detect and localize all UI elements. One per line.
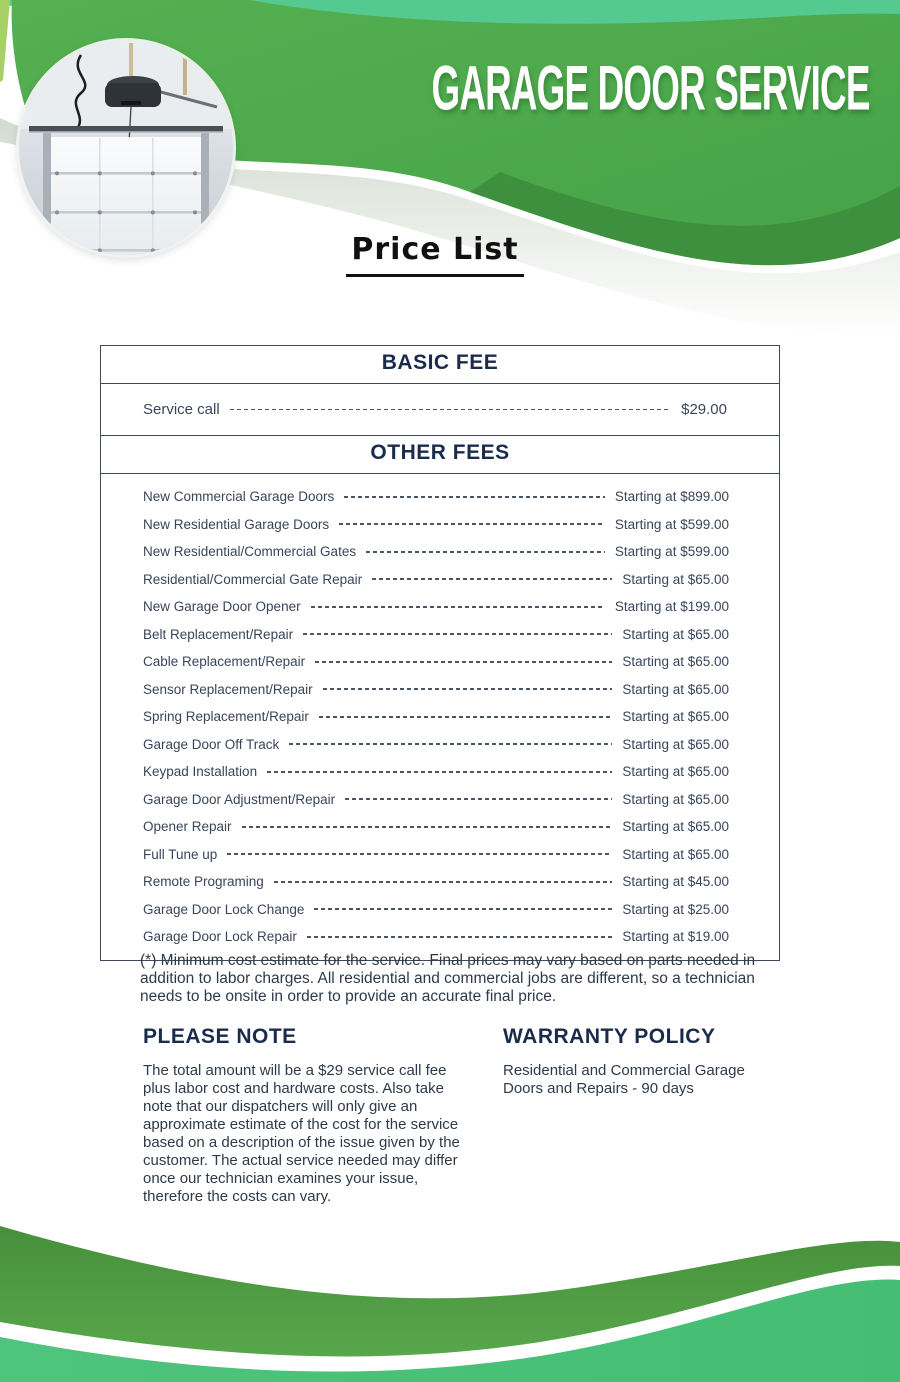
dashed-leader <box>303 633 612 635</box>
dashed-leader <box>227 853 612 855</box>
fee-row <box>101 384 779 435</box>
other-fees-rows <box>101 474 779 960</box>
garage-opener-light <box>121 101 141 105</box>
fee-label: Keypad Installation <box>143 764 258 780</box>
fee-label: Garage Door Lock Repair <box>143 929 297 945</box>
warranty-policy-heading: WARRANTY POLICY <box>503 1025 716 1048</box>
fee-price: Starting at $65.00 <box>622 654 729 670</box>
price-table <box>100 345 780 961</box>
fee-label: Opener Repair <box>143 819 232 835</box>
dashed-leader <box>345 798 612 800</box>
fee-price: Starting at $45.00 <box>622 874 729 890</box>
fee-price: Starting at $65.00 <box>622 709 729 725</box>
dashed-leader <box>311 606 605 608</box>
fee-price: Starting at $899.00 <box>614 489 729 505</box>
fee-label: Cable Replacement/Repair <box>143 654 306 670</box>
fee-row <box>101 511 779 539</box>
fee-price: Starting at $25.00 <box>622 901 729 917</box>
fee-label: Garage Door Lock Change <box>143 901 305 917</box>
dashed-leader <box>274 881 613 883</box>
garage-photo <box>19 41 233 255</box>
dashed-leader <box>242 826 613 828</box>
fee-price: $29.00 <box>681 401 727 418</box>
fee-price: Starting at $199.00 <box>614 599 729 615</box>
fee-row <box>101 923 779 951</box>
dashed-leader <box>267 771 612 773</box>
other-fees-header: OTHER FEES <box>101 435 779 474</box>
garage-door-photo-illustration <box>19 41 233 255</box>
fee-row <box>101 786 779 814</box>
please-note-section <box>143 1025 465 1206</box>
fee-row <box>101 868 779 896</box>
fee-price: Starting at $65.00 <box>622 764 729 780</box>
footer-wave-graphic <box>0 1222 900 1382</box>
fee-row <box>101 896 779 924</box>
dashed-leader <box>307 936 613 938</box>
please-note-heading: PLEASE NOTE <box>143 1025 297 1048</box>
fee-label: New Residential/Commercial Gates <box>143 544 357 560</box>
warranty-policy-section <box>503 1025 765 1206</box>
fee-label: New Garage Door Opener <box>143 599 301 615</box>
fee-row <box>101 813 779 841</box>
dashed-leader <box>230 409 671 411</box>
fee-label: Residential/Commercial Gate Repair <box>143 571 363 587</box>
fee-row <box>101 648 779 676</box>
fee-price: Starting at $65.00 <box>622 681 729 697</box>
fee-price: Starting at $599.00 <box>614 516 729 532</box>
please-note-body: The total amount will be a $29 service call fee plus labor cost and hardware costs. Also take note that our dispatchers will only give an approximate estimate of the cost for the service based on a description of the issue given by the customer. The actual service needed may differ once our technician examines your issue, therefore the costs can vary. <box>143 1062 460 1205</box>
dashed-leader <box>289 743 612 745</box>
dashed-leader <box>323 688 613 690</box>
dashed-leader <box>319 716 613 718</box>
price-list-title: Price List <box>0 232 870 277</box>
dashed-leader <box>339 523 605 525</box>
fee-label: Garage Door Off Track <box>143 736 280 752</box>
dashed-leader <box>372 578 612 580</box>
fee-label: Sensor Replacement/Repair <box>143 681 313 697</box>
dashed-leader <box>344 496 605 498</box>
fee-row <box>101 758 779 786</box>
fee-price: Starting at $599.00 <box>614 544 729 560</box>
fee-label: Full Tune up <box>143 846 218 862</box>
fee-price: Starting at $65.00 <box>622 626 729 642</box>
warranty-policy-body: Residential and Commercial Garage Doors and Repairs - 90 days <box>503 1062 745 1097</box>
fee-label: Belt Replacement/Repair <box>143 626 294 642</box>
fee-price: Starting at $19.00 <box>622 929 729 945</box>
basic-fee-rows <box>101 384 779 435</box>
torsion-bar <box>29 126 223 131</box>
fee-price: Starting at $65.00 <box>622 791 729 807</box>
basic-fee-header: BASIC FEE <box>101 346 779 384</box>
fee-label: Service call <box>143 401 220 418</box>
fee-price: Starting at $65.00 <box>622 846 729 862</box>
fee-label: New Commercial Garage Doors <box>143 489 335 505</box>
dashed-leader <box>315 661 612 663</box>
fee-label: Remote Programing <box>143 874 264 890</box>
fee-label: Spring Replacement/Repair <box>143 709 309 725</box>
dashed-leader <box>366 551 605 553</box>
dashed-leader <box>314 908 612 910</box>
left-edge-sliver <box>0 0 10 82</box>
fee-row <box>101 538 779 566</box>
fee-price: Starting at $65.00 <box>622 819 729 835</box>
fee-row <box>101 676 779 704</box>
fee-row <box>101 841 779 869</box>
fee-row <box>101 566 779 594</box>
fee-row <box>101 731 779 759</box>
fee-row <box>101 483 779 511</box>
page-header-title: GARAGE DOOR SERVICE <box>431 51 870 124</box>
fee-row <box>101 703 779 731</box>
fee-label: New Residential Garage Doors <box>143 516 330 532</box>
fee-price: Starting at $65.00 <box>622 571 729 587</box>
fee-label: Garage Door Adjustment/Repair <box>143 791 336 807</box>
fee-price: Starting at $65.00 <box>622 736 729 752</box>
footnote: (*) Minimum cost estimate for the service. Final prices may vary based on parts needed in addition to labor charges. All residential and commercial jobs are different, so a technician needs to be onsite in order to provide an accurate final price. <box>140 952 756 1006</box>
fee-row <box>101 593 779 621</box>
fee-row <box>101 621 779 649</box>
info-columns <box>143 1025 783 1206</box>
torsion-bar-highlight <box>29 131 223 133</box>
